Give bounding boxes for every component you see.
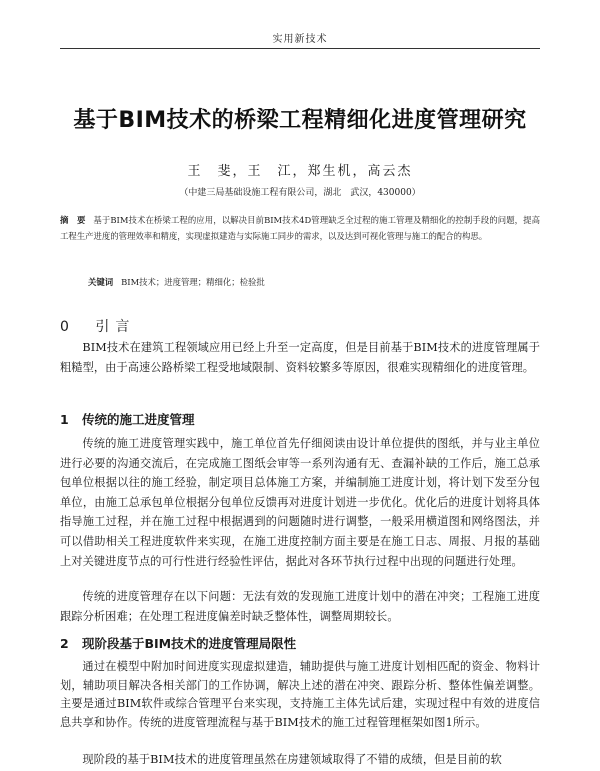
section-heading-2 <box>60 634 296 652</box>
abstract-text: 基于BIM技术在桥梁工程的应用，以解决目前BIM技术4D管理缺乏全过程的施工管理及精细化的控制手段的问题，提高工程生产进度的管理效率和精度，实现虚拟建造与实际施工同步的需求，以及达到可视化管理与施工的配合的构思。 <box>60 215 540 241</box>
section-number: 1 <box>60 412 69 427</box>
section-heading-1 <box>60 410 195 428</box>
running-head: 实用新技术 <box>272 34 328 45</box>
section-heading-intro <box>60 316 135 336</box>
affiliation: （中建三局基础设施工程有限公司，湖北 武汉，430000） <box>179 188 421 198</box>
paper-title: 基于BIM技术的桥梁工程精细化进度管理研究 <box>73 108 527 133</box>
paragraph: 传统的进度管理存在以下问题：无法有效的发现施工进度计划中的潜在冲突；工程施工进度跟踪分析困难；在处理工程进度偏差时缺乏整体性，调整周期较长。 <box>60 590 540 623</box>
paragraph: 传统的施工进度管理实践中，施工单位首先仔细阅读由设计单位提供的图纸，并与业主单位进行必要的沟通交流后，在完成施工图纸会审等一系列沟通有无、查漏补缺的工作后，施工总承包单位根据以往的施工经验，制定项目总体施工方案，并编制施工进度计划，将计划下发至分包单位，由施工总承包单位根据分包单位反馈再对进度计划进一步优化。优化后的进度计划将具体指导施工过程，并在施工过程中根据遇到的问题随时进行调整，一般采用横道图和网络图法，并可以借助相关工程进度软件来实现，在施工进度控制方面主要是在施工日志、周报、月报的基础上对关键进度节点的可行性进行经验性评估，据此对各环节执行过程中出现的问题进行处理。 <box>60 437 540 568</box>
paragraph: 现阶段的基于BIM技术的进度管理虽然在房建领域取得了不错的成绩，但是目前的软 <box>82 753 502 766</box>
abstract <box>60 212 540 244</box>
section-number: 2 <box>60 636 69 651</box>
paragraph: 通过在模型中附加时间进度实现虚拟建造，辅助提供与施工进度计划相匹配的资金、物料计划，辅助项目解决各相关部门的工作协调，解决上述的潜在冲突、跟踪分析、整体性偏差调整。主要是通过BIM软件或综合管理平台来实现，支持施工主体先试后建，实现过程中有效的进度信息共享和协作。传统的进度管理流程与基于BIM技术的施工过程管理框架如图1所示。 <box>60 660 540 729</box>
section-title: 传统的施工进度管理 <box>82 412 195 427</box>
section-title: 现阶段基于BIM技术的进度管理局限性 <box>82 636 297 651</box>
authors: 王 斐，王 江，郑生机，高云杰 <box>187 164 413 179</box>
header-rule <box>60 48 540 49</box>
section-title: 引言 <box>95 319 136 335</box>
abstract-label: 摘 要 <box>60 215 86 225</box>
section-number: 0 <box>60 319 75 335</box>
paragraph: BIM技术在建筑工程领域应用已经上升至一定高度，但是目前基于BIM技术的进度管理属于粗糙型，由于高速公路桥梁工程受地域限制、资料较繁多等原因，很难实现精细化的进度管理。 <box>60 341 540 374</box>
keywords <box>88 276 540 288</box>
keywords-label: 关键词 <box>88 277 114 287</box>
keywords-text: BIM技术；进度管理；精细化；检验批 <box>121 277 265 287</box>
